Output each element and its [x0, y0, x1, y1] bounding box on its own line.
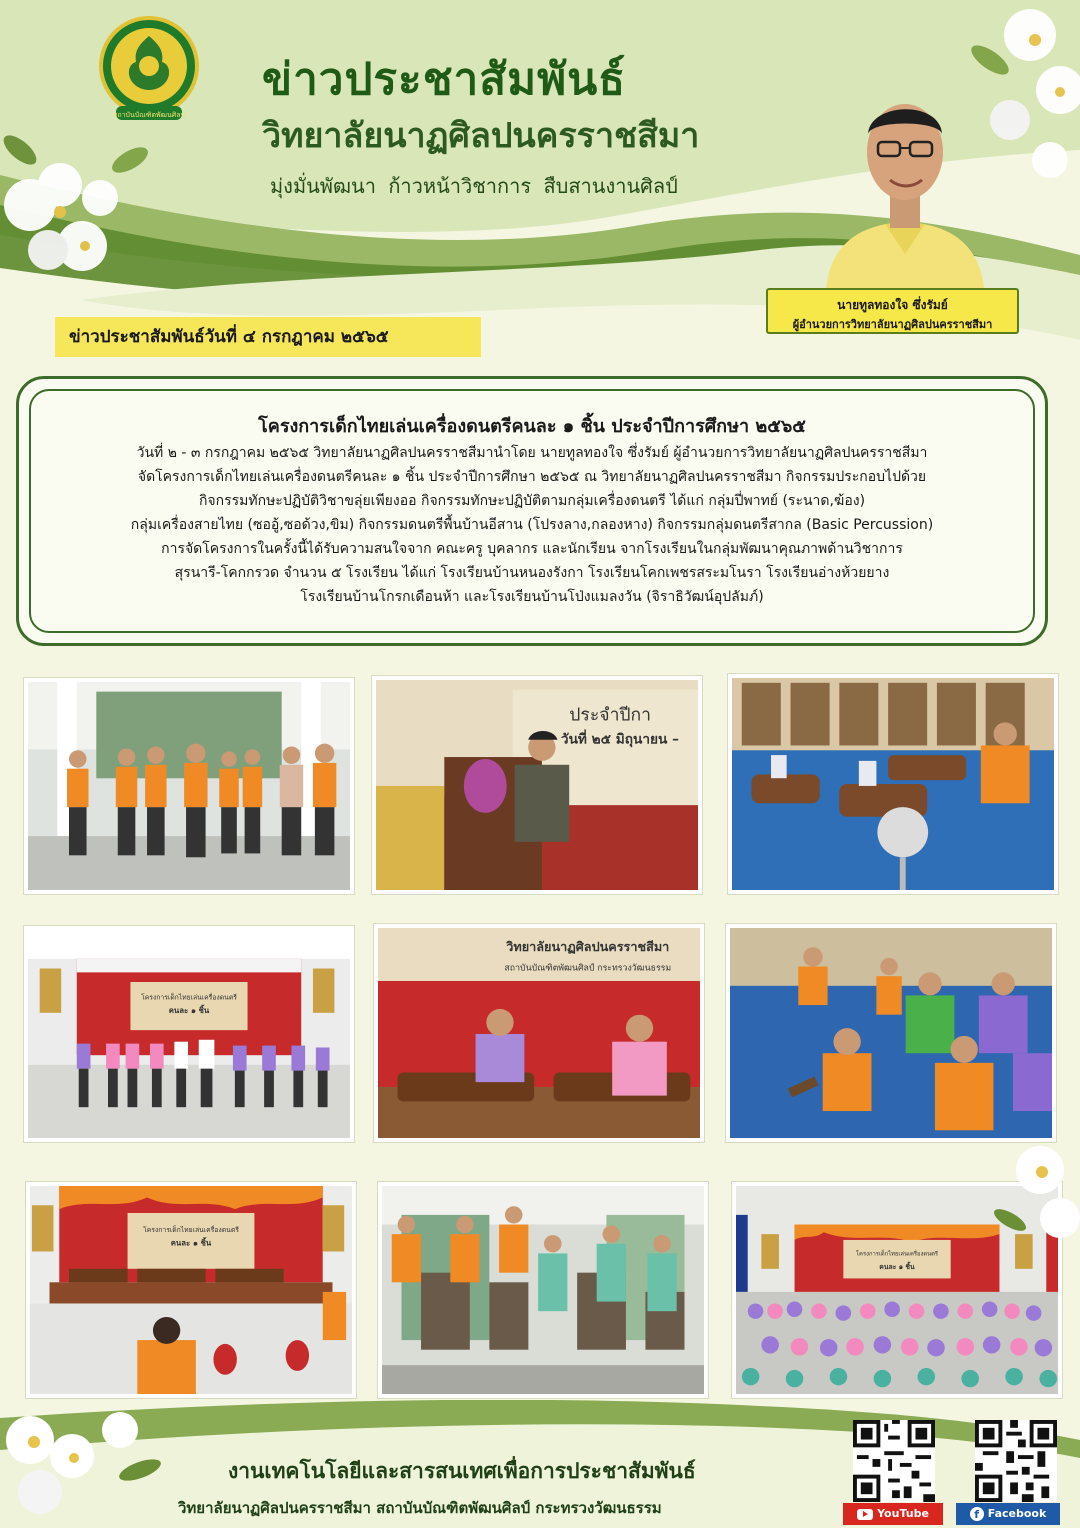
flower-decoration-right-bottom [990, 1130, 1080, 1250]
facebook-qr-code[interactable] [975, 1420, 1057, 1502]
youtube-icon [857, 1509, 873, 1520]
article-line: วันที่ ๒ - ๓ กรกฎาคม ๒๕๖๕ วิทยาลัยนาฏศิลปนครราชสีมานำโดย นายทูลทองใจ ซึ่งรัมย์ ผู้อำนวยการวิทยาลัยนาฏศิลปนครราชสีมา [136, 445, 928, 461]
youtube-label[interactable] [843, 1503, 943, 1525]
article-line: สุรนารี-โคกกรวด จำนวน ๕ โรงเรียน ได้แก่ โรงเรียนบ้านหนองรังกา โรงเรียนโคกเพชรสระมโนรา โรงเรียนอ่างห้วยยาง [174, 565, 890, 581]
banner-text: ประจำปีกา [569, 705, 652, 726]
banner-text: วันที่ ๒๕ มิถุนายน – [560, 731, 679, 748]
photo-percussion-group [378, 1182, 708, 1398]
photo-students-playing-ranat [374, 924, 704, 1142]
banner-text: คนละ ๑ ชิ้น [879, 1262, 915, 1271]
photo-stage-students-lineup [24, 926, 354, 1142]
facebook-label-text: Facebook [987, 1507, 1047, 1520]
college-logo-icon [98, 14, 200, 124]
facebook-icon: f [970, 1507, 984, 1521]
article-line: โรงเรียนบ้านโกรกเดือนห้า และโรงเรียนบ้านโป่งแมลงวัน (จิราธิวัฒน์อุปลัมภ์) [300, 589, 764, 605]
director-position: ผู้อำนวยการวิทยาลัยนาฏศิลปนครราชสีมา [792, 318, 993, 331]
article-line: จัดโครงการเด็กไทยเล่นเครื่องดนตรีคนละ ๑ ชิ้น ประจำปีการศึกษา ๒๕๖๕ ณ วิทยาลัยนาฏศิลปนครราชสีมา กิจกรรมประกอบไปด้วย [137, 469, 927, 485]
page-title: ข่าวประชาสัมพันธ์ [262, 54, 627, 105]
youtube-qr-code[interactable] [853, 1420, 935, 1502]
banner-text: สถาบันบัณฑิตพัฒนศิลป์ กระทรวงวัฒนธรรม [504, 963, 672, 974]
footer-department: งานเทคโนโลยีและสารสนเทศเพื่อการประชาสัมพันธ์ [228, 1458, 696, 1483]
banner-text: คนละ ๑ ชิ้น [170, 1238, 212, 1248]
tagline: มุ่งมั่นพัฒนา ก้าวหน้าวิชาการ สืบสานงานศิลป์ [270, 174, 678, 198]
director-portrait [820, 84, 990, 290]
banner-text: คนละ ๑ ชิ้น [168, 1005, 210, 1015]
photo-group-standing [24, 678, 354, 894]
college-name: วิทยาลัยนาฏศิลปนครราชสีมา [262, 116, 700, 156]
article-body [69, 441, 995, 609]
youtube-label-text: YouTube [877, 1507, 929, 1520]
banner-text: วิทยาลัยนาฏศิลปนครราชสีมา [506, 939, 670, 955]
date-badge: ข่าวประชาสัมพันธ์วันที่ ๔ กรกฎาคม ๒๕๖๕ [55, 317, 481, 357]
photo-speaker-podium [372, 676, 702, 894]
article-title: โครงการเด็กไทยเล่นเครื่องดนตรีคนละ ๑ ชิ้น ประจำปีการศึกษา ๒๕๖๕ [258, 416, 806, 437]
banner-text: โครงการเด็กไทยเล่นเครื่องดนตรี [855, 1251, 939, 1258]
footer-organization: วิทยาลัยนาฏศิลปนครราชสีมา สถาบันบัณฑิตพัฒนศิลป์ กระทรวงวัฒนธรรม [178, 1499, 662, 1517]
director-caption [766, 288, 1019, 334]
photo-stage-ensemble [26, 1182, 356, 1398]
banner-text: โครงการเด็กไทยเล่นเครื่องดนตรี [143, 1226, 239, 1235]
article-line: กลุ่มเครื่องสายไทย (ซออู้,ซอด้วง,ขิม) กิจกรรมดนตรีพื้นบ้านอีสาน (โปรงลาง,กลองหาง) กิจกรรมกลุ่มดนตรีสากล (Basic Percussion) [130, 517, 934, 533]
director-name: นายทูลทองใจ ซึ่งรัมย์ [837, 298, 948, 312]
banner-text: โครงการเด็กไทยเล่นเครื่องดนตรี [141, 993, 237, 1002]
article-line: กิจกรรมทักษะปฏิบัติวิชาขลุ่ยเพียงออ กิจกรรมทักษะปฏิบัติตามกลุ่มเครื่องดนตรี ได้แก่ กลุ่มปี่พาทย์ (ระนาด,ฆ้อง) [198, 493, 866, 509]
article-line: การจัดโครงการในครั้งนี้ได้รับความสนใจจาก คณะครู บุคลากร และนักเรียน จากโรงเรียนในกลุ่มพัฒนาคุณภาพด้านวิชาการ [161, 541, 903, 557]
photo-ranat-class [728, 674, 1058, 894]
facebook-label[interactable] [956, 1503, 1060, 1525]
article-frame [16, 376, 1048, 646]
photo-folk-music-class [726, 924, 1056, 1142]
logo-text: สถาบันบัณฑิตพัฒนศิลป์ [113, 111, 185, 119]
